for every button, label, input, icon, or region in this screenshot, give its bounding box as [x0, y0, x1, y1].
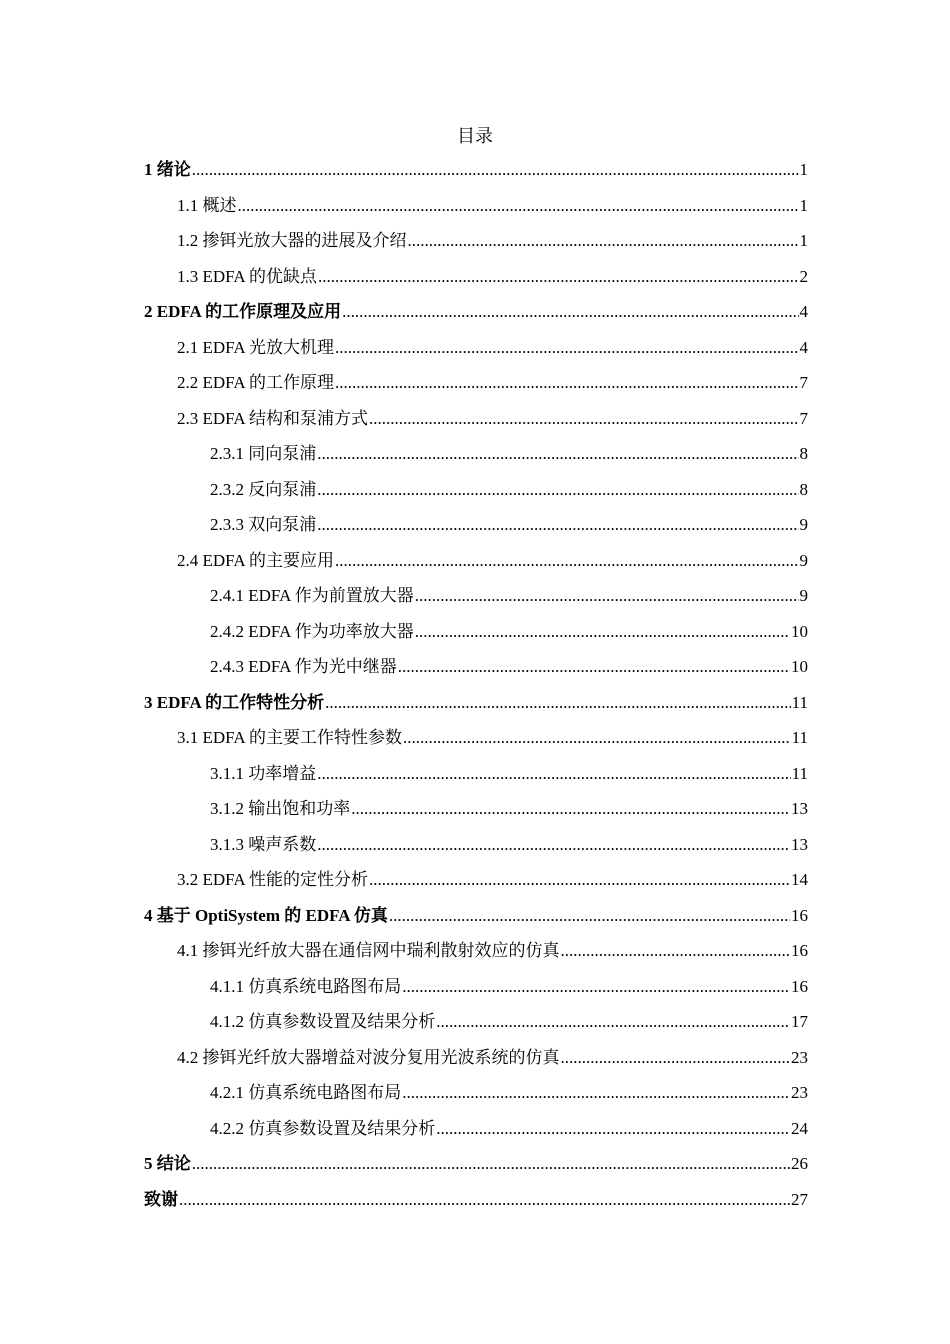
- toc-page-number: 16: [791, 905, 808, 925]
- toc-entry[interactable]: [144, 831, 808, 867]
- toc-page-number: 23: [791, 1047, 808, 1067]
- toc-entry-text: 2 EDFA 的工作原理及应用: [144, 302, 342, 321]
- toc-page-number: 13: [791, 834, 808, 854]
- toc-entry-text: 4.1.2 仿真参数设置及结果分析: [210, 1012, 436, 1031]
- toc-entry[interactable]: [144, 724, 808, 760]
- toc-entry-text: 2.3.1 同向泵浦: [210, 444, 317, 463]
- toc-dot-leader: [318, 263, 799, 291]
- toc-page-number: 8: [799, 479, 808, 499]
- toc-entry-text: 4.2.2 仿真参数设置及结果分析: [210, 1118, 436, 1138]
- toc-dot-leader: [436, 1115, 790, 1143]
- toc-page-number: 10: [791, 621, 808, 641]
- toc-page-number: 7: [799, 408, 808, 428]
- toc-dot-leader: [398, 653, 790, 681]
- toc-dot-leader: [238, 192, 799, 220]
- toc-page-number: 10: [791, 657, 808, 676]
- toc-dot-leader: [403, 724, 791, 752]
- toc-page-number: 16: [791, 976, 808, 996]
- toc-page-number: 14: [791, 870, 808, 889]
- toc-entry-text: 2.3 EDFA 结构和泵浦方式: [177, 408, 368, 428]
- toc-entry[interactable]: [144, 866, 808, 902]
- toc-entry[interactable]: [144, 1186, 808, 1222]
- toc-entry[interactable]: [144, 298, 808, 334]
- toc-dot-leader: [317, 760, 790, 788]
- toc-entry-text: 2.1 EDFA 光放大机理: [177, 337, 334, 357]
- toc-entry-text: 3.1.2 输出饱和功率: [210, 799, 351, 818]
- toc-entry[interactable]: [144, 1044, 808, 1080]
- toc-dot-leader: [335, 369, 799, 397]
- toc-page-number: 11: [791, 728, 808, 747]
- toc-dot-leader: [369, 405, 799, 433]
- toc-page-number: 8: [799, 444, 808, 463]
- toc-entry-text: 1 绪论: [144, 160, 191, 179]
- toc-dot-leader: [415, 618, 790, 646]
- toc-dot-leader: [561, 937, 791, 965]
- toc-page-number: 9: [799, 515, 808, 534]
- toc-dot-leader: [436, 1008, 790, 1036]
- toc-entry[interactable]: [144, 476, 808, 512]
- toc-entry[interactable]: [144, 227, 808, 263]
- toc-dot-leader: [408, 227, 799, 255]
- toc-page-number: 7: [799, 373, 808, 392]
- toc-page-number: 16: [791, 941, 808, 960]
- toc-title: 目录: [457, 126, 493, 146]
- toc-entry[interactable]: [144, 547, 808, 583]
- toc-entry-text: 3.2 EDFA 性能的定性分析: [177, 870, 368, 889]
- toc-entry[interactable]: [144, 1079, 808, 1115]
- toc-entry-text: 2.4.2 EDFA 作为功率放大器: [210, 621, 414, 641]
- toc-dot-leader: [317, 511, 798, 539]
- toc-entry[interactable]: [144, 192, 808, 228]
- toc-entry-text: 3.1.3 噪声系数: [210, 834, 317, 854]
- toc-entry-text: 1.1 概述: [177, 195, 237, 215]
- toc-entry-text: 5 结论: [144, 1154, 191, 1173]
- toc-entry[interactable]: [144, 440, 808, 476]
- toc-page-number: 2: [799, 266, 808, 286]
- toc-page-number: 17: [791, 1012, 808, 1031]
- toc-page-number: 1: [799, 160, 808, 179]
- toc-dot-leader: [325, 689, 791, 717]
- toc-dot-leader: [402, 1079, 790, 1107]
- toc-entry[interactable]: [144, 902, 808, 938]
- toc-entry-text: 4.2.1 仿真系统电路图布局: [210, 1083, 402, 1102]
- toc-entry[interactable]: [144, 760, 808, 796]
- toc-entry-text: 4.2 掺铒光纤放大器增益对波分复用光波系统的仿真: [177, 1047, 560, 1067]
- toc-page-number: 26: [791, 1154, 808, 1173]
- toc-entry-text: 3.1.1 功率增益: [210, 763, 317, 783]
- toc-entry[interactable]: [144, 973, 808, 1009]
- toc-dot-leader: [192, 1150, 790, 1178]
- toc-entry[interactable]: [144, 1008, 808, 1044]
- toc-dot-leader: [179, 1186, 790, 1214]
- toc-dot-leader: [335, 547, 799, 575]
- toc-entry-text: 2.4 EDFA 的主要应用: [177, 550, 334, 570]
- toc-entry[interactable]: [144, 511, 808, 547]
- toc-dot-leader: [369, 866, 790, 894]
- toc-list: [144, 156, 808, 1221]
- toc-dot-leader: [342, 298, 798, 326]
- toc-entry-text: 2.4.1 EDFA 作为前置放大器: [210, 586, 414, 605]
- toc-page-number: 13: [791, 799, 808, 818]
- toc-dot-leader: [402, 973, 790, 1001]
- toc-entry-text: 2.3.2 反向泵浦: [210, 479, 317, 499]
- toc-entry[interactable]: [144, 334, 808, 370]
- toc-dot-leader: [192, 156, 799, 184]
- toc-page-number: 9: [799, 586, 808, 605]
- toc-entry-text: 4.1.1 仿真系统电路图布局: [210, 976, 402, 996]
- toc-entry[interactable]: [144, 1150, 808, 1186]
- toc-page-number: 24: [791, 1118, 808, 1138]
- toc-dot-leader: [351, 795, 790, 823]
- toc-entry-text: 3 EDFA 的工作特性分析: [144, 692, 325, 712]
- toc-entry-text: 3.1 EDFA 的主要工作特性参数: [177, 728, 402, 747]
- toc-entry-text: 致谢: [144, 1189, 178, 1209]
- toc-page-number: 4: [799, 337, 808, 357]
- toc-page-number: 9: [799, 550, 808, 570]
- toc-entry-text: 2.2 EDFA 的工作原理: [177, 373, 334, 392]
- toc-entry[interactable]: [144, 369, 808, 405]
- toc-page-number: 1: [799, 231, 808, 250]
- toc-entry[interactable]: [144, 618, 808, 654]
- toc-page-number: 11: [791, 692, 808, 712]
- toc-entry[interactable]: [144, 795, 808, 831]
- toc-entry[interactable]: [144, 263, 808, 299]
- toc-page-number: 23: [791, 1083, 808, 1102]
- toc-entry[interactable]: [144, 937, 808, 973]
- toc-dot-leader: [389, 902, 790, 930]
- toc-dot-leader: [317, 440, 798, 468]
- toc-entry[interactable]: [144, 689, 808, 725]
- toc-entry[interactable]: [144, 582, 808, 618]
- toc-page-number: 27: [791, 1189, 808, 1209]
- toc-page-number: 11: [791, 763, 808, 783]
- toc-dot-leader: [415, 582, 799, 610]
- toc-entry-text: 1.2 掺铒光放大器的进展及介绍: [177, 231, 407, 250]
- toc-entry-text: 4.1 掺铒光纤放大器在通信网中瑞利散射效应的仿真: [177, 941, 560, 960]
- toc-page-number: 1: [799, 195, 808, 215]
- toc-dot-leader: [561, 1044, 791, 1072]
- toc-entry[interactable]: [144, 1115, 808, 1151]
- toc-dot-leader: [317, 476, 798, 504]
- toc-dot-leader: [335, 334, 799, 362]
- toc-entry-text: 1.3 EDFA 的优缺点: [177, 266, 317, 286]
- toc-entry-text: 4 基于 OptiSystem 的 EDFA 仿真: [144, 905, 388, 925]
- toc-page-number: 4: [799, 302, 808, 321]
- toc-dot-leader: [317, 831, 790, 859]
- toc-entry[interactable]: [144, 405, 808, 441]
- toc-entry-text: 2.4.3 EDFA 作为光中继器: [210, 657, 397, 676]
- toc-entry[interactable]: [144, 653, 808, 689]
- toc-entry-text: 2.3.3 双向泵浦: [210, 515, 317, 534]
- toc-entry[interactable]: [144, 156, 808, 192]
